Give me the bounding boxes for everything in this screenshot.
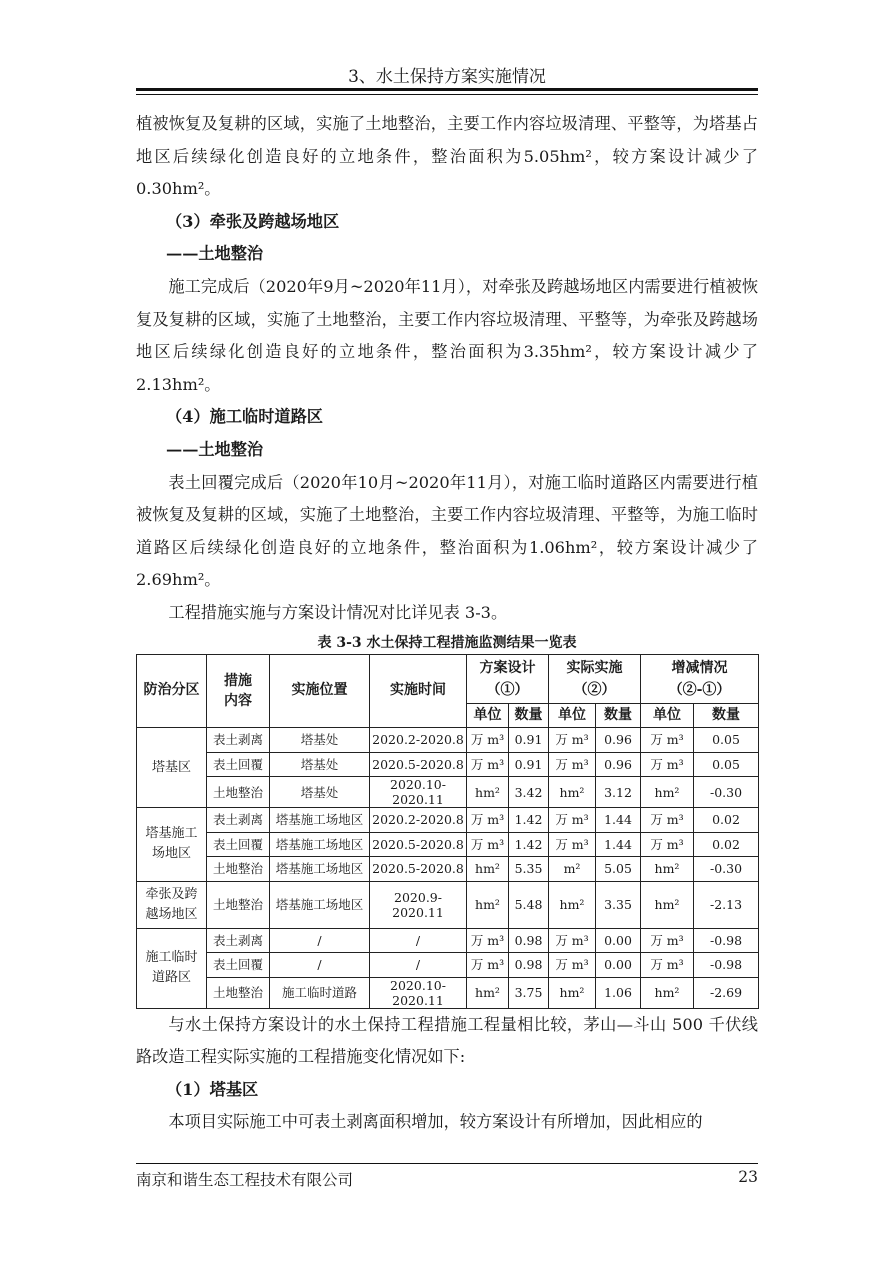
change-qty-cell: -0.98 — [694, 953, 759, 978]
actual-unit-cell: 万 m³ — [549, 953, 596, 978]
design-unit-cell: 万 m³ — [467, 728, 509, 753]
header-time: 实施时间 — [370, 654, 467, 728]
design-qty-cell: 3.42 — [509, 777, 549, 808]
measure-cell: 表土回覆 — [207, 953, 270, 978]
design-qty-cell: 0.98 — [509, 928, 549, 953]
change-unit-cell: 万 m³ — [641, 808, 694, 833]
location-cell: 塔基施工场地区 — [270, 857, 370, 882]
footer-company: 南京和谐生态工程技术有限公司 — [136, 1171, 354, 1189]
time-cell: / — [370, 928, 467, 953]
location-cell: 塔基施工场地区 — [270, 808, 370, 833]
location-cell: / — [270, 928, 370, 953]
section-heading: （4）施工临时道路区 — [166, 407, 323, 427]
time-cell: 2020.10-2020.11 — [370, 777, 467, 808]
design-qty-cell: 1.42 — [509, 808, 549, 833]
zone-cell: 施工临时道路区 — [137, 928, 207, 1008]
time-cell: 2020.2-2020.8 — [370, 728, 467, 753]
header-location: 实施位置 — [270, 654, 370, 728]
page-number: 23 — [738, 1168, 758, 1186]
header-actual: 实际实施（②） — [549, 654, 641, 703]
change-qty-cell: 0.02 — [694, 832, 759, 857]
header-unit: 单位 — [467, 703, 509, 728]
time-cell: / — [370, 953, 467, 978]
body-text — [136, 108, 758, 1139]
location-cell: 塔基施工场地区 — [270, 832, 370, 857]
change-unit-cell: 万 m³ — [641, 928, 694, 953]
actual-unit-cell: 万 m³ — [549, 752, 596, 777]
paragraph: 与水土保持方案设计的水土保持工程措施工程量相比较，茅山—斗山 500 千伏线路改造工程实际实施的工程措施变化情况如下: — [136, 1014, 758, 1067]
subsection-heading: ——土地整治 — [166, 439, 264, 459]
paragraph: 植被恢复及复耕的区域，实施了土地整治，主要工作内容垃圾清理、平整等，为塔基占地区后续绿化创造良好的立地条件，整治面积为5.05hm²，较方案设计减少了0.30hm²。 — [136, 114, 758, 199]
table-row — [137, 977, 759, 1008]
design-unit-cell: hm² — [467, 881, 509, 928]
header-unit: 单位 — [641, 703, 694, 728]
actual-qty-cell: 0.00 — [596, 928, 641, 953]
measure-cell: 表土剥离 — [207, 928, 270, 953]
design-qty-cell: 5.35 — [509, 857, 549, 882]
actual-unit-cell: 万 m³ — [549, 728, 596, 753]
header-qty: 数量 — [596, 703, 641, 728]
header-zone: 防治分区 — [137, 654, 207, 728]
measure-cell: 土地整治 — [207, 881, 270, 928]
actual-unit-cell: 万 m³ — [549, 928, 596, 953]
footer-rule — [136, 1163, 758, 1164]
measures-table — [136, 654, 759, 1009]
actual-qty-cell: 0.00 — [596, 953, 641, 978]
location-cell: 施工临时道路 — [270, 977, 370, 1008]
table-body — [137, 728, 759, 1009]
actual-qty-cell: 3.35 — [596, 881, 641, 928]
measure-cell: 表土剥离 — [207, 808, 270, 833]
table-row — [137, 728, 759, 753]
table-row — [137, 808, 759, 833]
paragraph: 施工完成后（2020年9月~2020年11月），对牵张及跨越场地区内需要进行植被恢复及复耕的区域，实施了土地整治，主要工作内容垃圾清理、平整等，为牵张及跨越场地区后续绿化创造良好的立地条件，整治面积为3.35hm²，较方案设计减少了2.13hm²。 — [136, 276, 758, 394]
running-header: 3、水土保持方案实施情况 — [348, 67, 546, 87]
header-change: 增减情况（②-①） — [641, 654, 759, 703]
table-row — [137, 752, 759, 777]
time-cell: 2020.5-2020.8 — [370, 752, 467, 777]
time-cell: 2020.2-2020.8 — [370, 808, 467, 833]
actual-qty-cell: 1.44 — [596, 832, 641, 857]
header-measure: 措施内容 — [207, 654, 270, 728]
actual-qty-cell: 1.44 — [596, 808, 641, 833]
actual-unit-cell: hm² — [549, 977, 596, 1008]
change-qty-cell: -0.98 — [694, 928, 759, 953]
change-qty-cell: -2.13 — [694, 881, 759, 928]
change-unit-cell: hm² — [641, 881, 694, 928]
actual-unit-cell: hm² — [549, 881, 596, 928]
section-heading: （1）塔基区 — [166, 1079, 259, 1099]
measure-cell: 表土剥离 — [207, 728, 270, 753]
change-qty-cell: 0.05 — [694, 728, 759, 753]
change-qty-cell: -0.30 — [694, 777, 759, 808]
design-unit-cell: 万 m³ — [467, 832, 509, 857]
table-row — [137, 832, 759, 857]
section-heading: （3）牵张及跨越场地区 — [166, 211, 340, 231]
change-unit-cell: 万 m³ — [641, 728, 694, 753]
design-qty-cell: 0.91 — [509, 752, 549, 777]
table-row — [137, 881, 759, 928]
table-row — [137, 777, 759, 808]
design-qty-cell: 3.75 — [509, 977, 549, 1008]
design-unit-cell: hm² — [467, 857, 509, 882]
design-unit-cell: 万 m³ — [467, 953, 509, 978]
design-unit-cell: 万 m³ — [467, 808, 509, 833]
actual-qty-cell: 3.12 — [596, 777, 641, 808]
actual-qty-cell: 0.96 — [596, 728, 641, 753]
actual-qty-cell: 0.96 — [596, 752, 641, 777]
change-qty-cell: -2.69 — [694, 977, 759, 1008]
design-unit-cell: 万 m³ — [467, 928, 509, 953]
subsection-heading: ——土地整治 — [166, 244, 264, 264]
paragraph: 表土回覆完成后（2020年10月~2020年11月），对施工临时道路区内需要进行植被恢复及复耕的区域，实施了土地整治，主要工作内容垃圾清理、平整等，为施工临时道路区后续绿化创造良好的立地条件，整治面积为1.06hm²，较方案设计减少了2.69hm²。 — [136, 472, 758, 590]
measure-cell: 表土回覆 — [207, 752, 270, 777]
zone-cell: 塔基区 — [137, 728, 207, 808]
actual-unit-cell: m² — [549, 857, 596, 882]
table-row — [137, 953, 759, 978]
design-unit-cell: 万 m³ — [467, 752, 509, 777]
paragraph: 工程措施实施与方案设计情况对比详见表 3-3。 — [168, 602, 508, 622]
location-cell: 塔基处 — [270, 728, 370, 753]
design-qty-cell: 0.91 — [509, 728, 549, 753]
change-qty-cell: -0.30 — [694, 857, 759, 882]
location-cell: 塔基施工场地区 — [270, 881, 370, 928]
change-unit-cell: 万 m³ — [641, 832, 694, 857]
header-rule-thick — [136, 88, 758, 91]
change-unit-cell: hm² — [641, 857, 694, 882]
paragraph: 本项目实际施工中可表土剥离面积增加，较方案设计有所增加，因此相应的 — [168, 1112, 703, 1132]
actual-qty-cell: 5.05 — [596, 857, 641, 882]
design-qty-cell: 1.42 — [509, 832, 549, 857]
change-unit-cell: hm² — [641, 777, 694, 808]
change-unit-cell: 万 m³ — [641, 953, 694, 978]
actual-unit-cell: 万 m³ — [549, 832, 596, 857]
time-cell: 2020.9-2020.11 — [370, 881, 467, 928]
location-cell: 塔基处 — [270, 752, 370, 777]
actual-unit-cell: hm² — [549, 777, 596, 808]
design-unit-cell: hm² — [467, 977, 509, 1008]
table-caption: 表 3-3 水土保持工程措施监测结果一览表 — [317, 634, 577, 651]
table-row — [137, 857, 759, 882]
header-qty: 数量 — [694, 703, 759, 728]
change-qty-cell: 0.02 — [694, 808, 759, 833]
design-qty-cell: 0.98 — [509, 953, 549, 978]
header-rule-thin — [136, 94, 758, 95]
time-cell: 2020.10-2020.11 — [370, 977, 467, 1008]
measure-cell: 表土回覆 — [207, 832, 270, 857]
actual-qty-cell: 1.06 — [596, 977, 641, 1008]
change-unit-cell: 万 m³ — [641, 752, 694, 777]
header-unit: 单位 — [549, 703, 596, 728]
design-unit-cell: hm² — [467, 777, 509, 808]
design-qty-cell: 5.48 — [509, 881, 549, 928]
measure-cell: 土地整治 — [207, 857, 270, 882]
measure-cell: 土地整治 — [207, 777, 270, 808]
change-unit-cell: hm² — [641, 977, 694, 1008]
header-design: 方案设计（①） — [467, 654, 549, 703]
time-cell: 2020.5-2020.8 — [370, 832, 467, 857]
zone-cell: 塔基施工场地区 — [137, 808, 207, 882]
change-qty-cell: 0.05 — [694, 752, 759, 777]
table-row — [137, 928, 759, 953]
location-cell: / — [270, 953, 370, 978]
time-cell: 2020.5-2020.8 — [370, 857, 467, 882]
location-cell: 塔基处 — [270, 777, 370, 808]
actual-unit-cell: 万 m³ — [549, 808, 596, 833]
measure-cell: 土地整治 — [207, 977, 270, 1008]
zone-cell: 牵张及跨越场地区 — [137, 881, 207, 928]
header-qty: 数量 — [509, 703, 549, 728]
